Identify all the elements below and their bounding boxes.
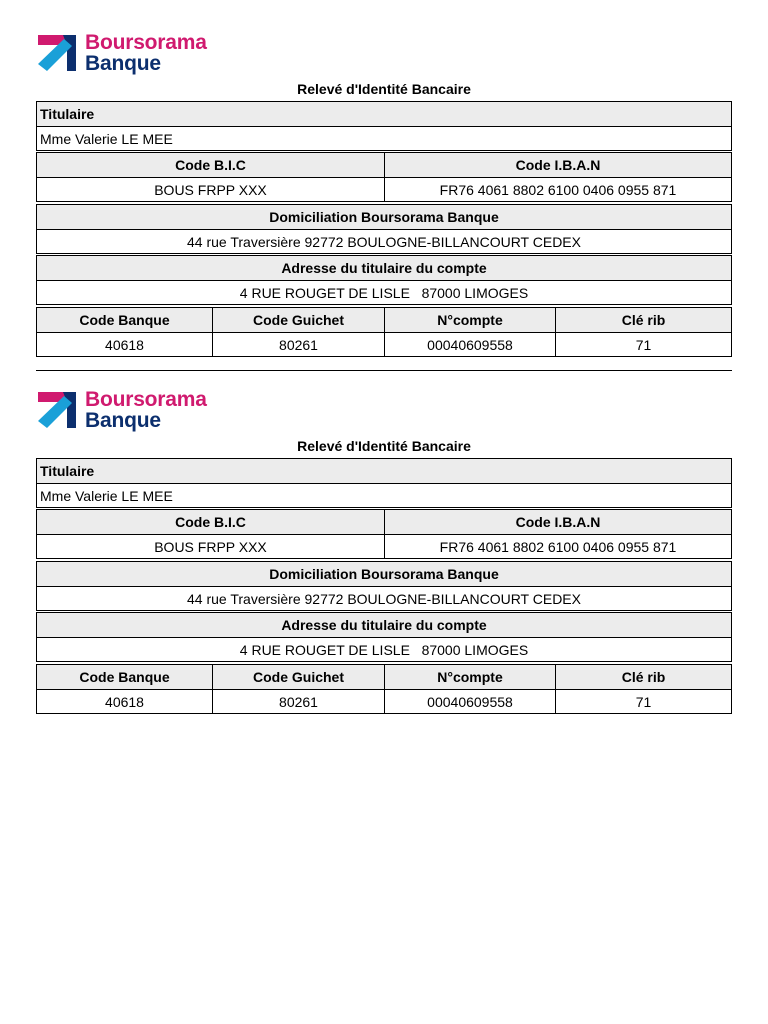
titulaire-header: Titulaire [37, 459, 731, 483]
titulaire-value: Mme Valerie LE MEE [40, 130, 173, 147]
domiciliation-box [36, 204, 732, 254]
adresse-header: Adresse du titulaire du compte [37, 256, 731, 280]
titulaire-box [36, 101, 732, 151]
cle-rib-header: Clé rib [555, 308, 731, 332]
code-banque-header: Code Banque [37, 308, 212, 332]
domiciliation-header: Domiciliation Boursorama Banque [37, 562, 731, 586]
bic-header: Code B.I.C [37, 510, 384, 534]
logo-brand-name: Boursorama [85, 388, 207, 411]
document-title: Relevé d'Identité Bancaire [297, 438, 471, 454]
bic-value: BOUS FRPP XXX [154, 181, 267, 198]
code-guichet-header: Code Guichet [212, 665, 384, 689]
boursorama-logo [36, 389, 732, 431]
code-banque-header: Code Banque [37, 665, 212, 689]
numero-compte-value: 00040609558 [384, 333, 555, 356]
numero-compte-header: N°compte [384, 308, 555, 332]
titulaire-box [36, 458, 732, 508]
adresse-value: 4 RUE ROUGET DE LISLE 87000 LIMOGES [239, 641, 529, 658]
rib-section-2 [36, 388, 732, 710]
adresse-box [36, 612, 732, 662]
code-banque-value: 40618 [105, 693, 144, 710]
bank-codes-table [36, 664, 732, 714]
numero-compte-value: 00040609558 [384, 690, 555, 713]
document-title: Relevé d'Identité Bancaire [297, 81, 471, 97]
cle-rib-header: Clé rib [555, 665, 731, 689]
titulaire-value: Mme Valerie LE MEE [40, 487, 173, 504]
domiciliation-value: 44 rue Traversière 92772 BOULOGNE-BILLANCOURT CEDEX [187, 233, 581, 250]
logo-brand-sub: Banque [85, 409, 161, 432]
cle-rib-value: 71 [555, 333, 731, 356]
iban-value: FR76 4061 8802 6100 0406 0955 871 [384, 535, 731, 558]
bank-codes-table [36, 307, 732, 357]
bic-value: BOUS FRPP XXX [154, 538, 267, 555]
domiciliation-value: 44 rue Traversière 92772 BOULOGNE-BILLANCOURT CEDEX [187, 590, 581, 607]
adresse-box [36, 255, 732, 305]
domiciliation-header: Domiciliation Boursorama Banque [37, 205, 731, 229]
iban-header: Code I.B.A.N [384, 510, 731, 534]
codes-box [36, 509, 732, 559]
cle-rib-value: 71 [555, 690, 731, 713]
logo-brand-sub: Banque [85, 52, 161, 75]
adresse-header: Adresse du titulaire du compte [37, 613, 731, 637]
iban-value: FR76 4061 8802 6100 0406 0955 871 [384, 178, 731, 201]
logo-brand-name: Boursorama [85, 31, 207, 54]
code-guichet-value: 80261 [212, 690, 384, 713]
boursorama-logo-icon [36, 33, 78, 73]
code-guichet-value: 80261 [212, 333, 384, 356]
domiciliation-box [36, 561, 732, 611]
section-divider [36, 370, 732, 371]
boursorama-logo-icon [36, 390, 78, 430]
titulaire-header: Titulaire [37, 102, 731, 126]
boursorama-logo [36, 32, 732, 74]
bic-header: Code B.I.C [37, 153, 384, 177]
iban-header: Code I.B.A.N [384, 153, 731, 177]
adresse-value: 4 RUE ROUGET DE LISLE 87000 LIMOGES [239, 284, 529, 301]
numero-compte-header: N°compte [384, 665, 555, 689]
rib-section-1 [36, 31, 732, 353]
codes-box [36, 152, 732, 202]
code-banque-value: 40618 [105, 336, 144, 353]
code-guichet-header: Code Guichet [212, 308, 384, 332]
